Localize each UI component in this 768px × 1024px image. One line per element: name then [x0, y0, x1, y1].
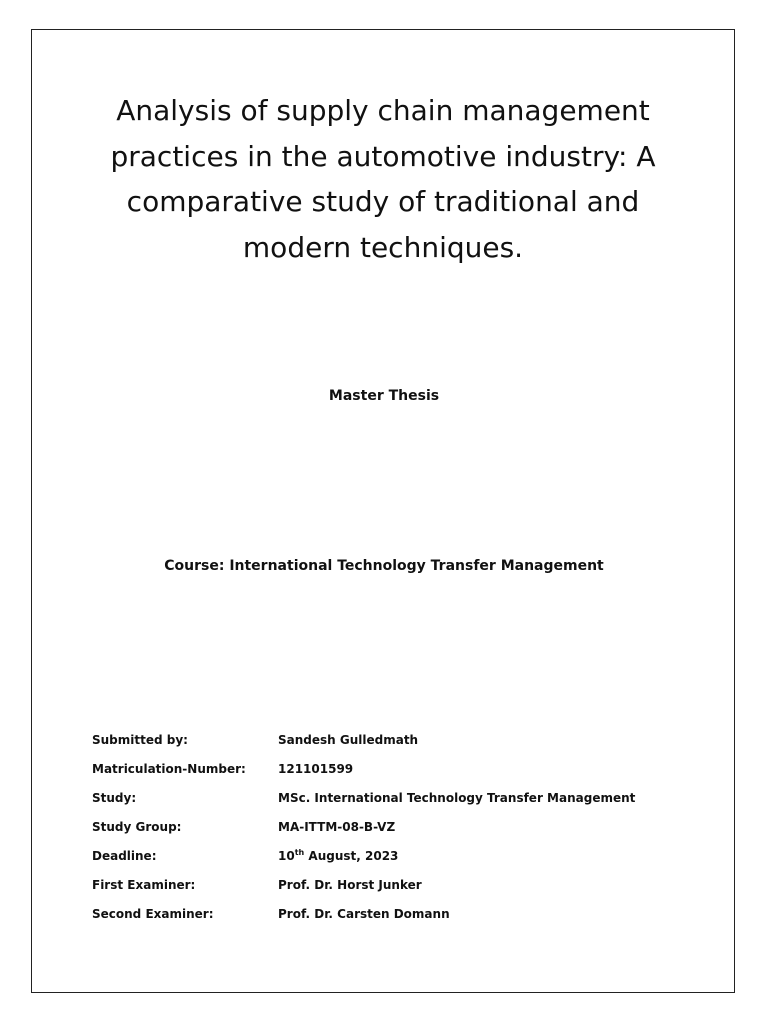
deadline-day: 10 [278, 849, 295, 863]
first-examiner-value: Prof. Dr. Horst Junker [278, 878, 422, 892]
submitted-by-label: Submitted by: [92, 733, 188, 747]
detail-row-second-examiner [92, 904, 692, 933]
detail-row-deadline [92, 846, 692, 875]
course-line: Course: International Technology Transfer Management [164, 558, 604, 574]
detail-row-first-examiner [92, 875, 692, 904]
thesis-title: Analysis of supply chain management practices in the automotive industry: A comparative study of traditional and modern techniques. [110, 94, 656, 264]
detail-row-submitted-by [92, 730, 692, 759]
submitted-by-value: Sandesh Gulledmath [278, 733, 419, 747]
detail-row-study [92, 788, 692, 817]
submission-details [92, 730, 692, 933]
second-examiner-label: Second Examiner: [92, 907, 214, 921]
detail-row-matriculation [92, 759, 692, 788]
study-group-label: Study Group: [92, 820, 182, 834]
study-label: Study: [92, 791, 137, 805]
study-group-value: MA-ITTM-08-B-VZ [278, 820, 396, 834]
document-type: Master Thesis [328, 388, 440, 404]
study-value: MSc. International Technology Transfer Management [278, 791, 636, 805]
first-examiner-label: First Examiner: [92, 878, 196, 892]
second-examiner-value: Prof. Dr. Carsten Domann [278, 907, 450, 921]
deadline-value [278, 846, 398, 866]
deadline-rest: August, 2023 [304, 849, 399, 863]
deadline-day-suffix: th [294, 848, 305, 857]
detail-row-study-group [92, 817, 692, 846]
matriculation-value: 121101599 [278, 762, 354, 776]
deadline-label: Deadline: [92, 849, 157, 863]
matriculation-label: Matriculation-Number: [92, 762, 246, 776]
